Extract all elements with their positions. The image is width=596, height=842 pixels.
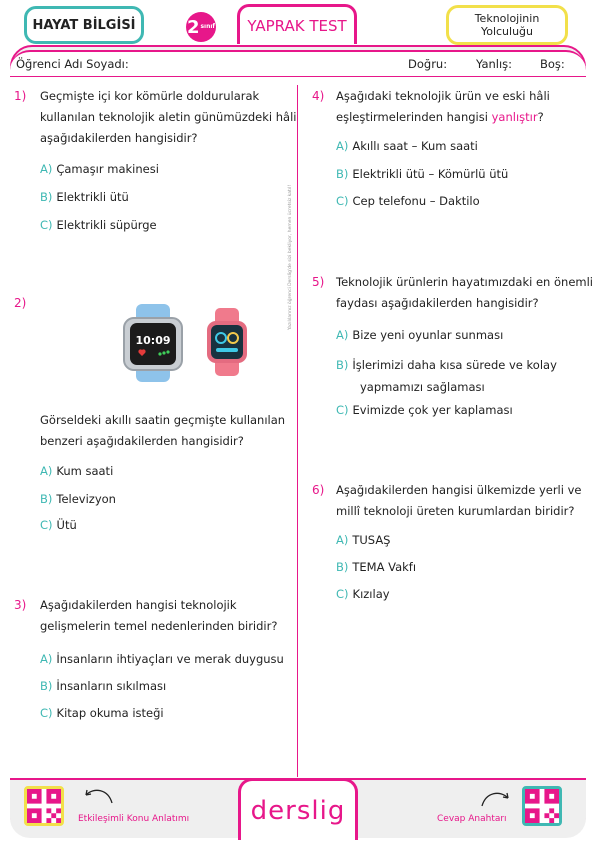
test-type-label: YAPRAK TEST xyxy=(237,4,357,44)
grade-badge xyxy=(186,12,216,42)
question-1-text: Geçmişte içi kor kömürle doldurularak kullanılan teknolojik aletin günümüzdeki hâli aşağıdakilerden hangisidir? xyxy=(40,89,297,145)
question-5-option-a[interactable]: A) Bize yeni oyunlar sunması xyxy=(336,328,504,342)
topic-line-1: Teknolojinin xyxy=(474,12,540,25)
smartwatch-pink-image xyxy=(204,308,250,376)
question-2-text: Görseldeki akıllı saatin geçmişte kullanılan benzeri aşağıdakilerden hangisidir? xyxy=(40,413,286,448)
arrow-left-icon xyxy=(80,785,116,807)
question-5-text: Teknolojik ürünlerin hayatımızdaki en önemli faydası aşağıdakilerden hangisidir? xyxy=(336,275,593,310)
grade-suffix: sınıf xyxy=(200,23,216,30)
question-4-text: Aşağıdaki teknolojik ürün ve eski hâli eşleştirmelerinden hangisi yanlıştır? xyxy=(336,89,550,124)
question-3-text: Aşağıdakilerden hangisi teknolojik gelişmelerin temel nedenlerinden biridir? xyxy=(40,598,278,633)
question-6-option-a[interactable]: A) TUSAŞ xyxy=(336,533,391,547)
topic-line-2: Yolculuğu xyxy=(480,25,534,38)
side-note: Yazılılarınız öğrenci Derslig'de sizi bekliyor, hemen ücretsiz katıl! xyxy=(288,184,293,330)
subject-label: HAYAT BİLGİSİ xyxy=(24,6,144,44)
question-5-option-b[interactable]: B) İşlerimizi daha kısa sürede ve kolay yapmamızı sağlaması xyxy=(336,358,557,394)
question-2-option-c[interactable]: C) Ütü xyxy=(40,518,77,532)
correct-count-label: Doğru: xyxy=(408,57,448,71)
question-4-option-c[interactable]: C) Cep telefonu – Daktilo xyxy=(336,194,480,208)
question-4-emphasis: yanlıştır xyxy=(491,110,538,124)
blank-count-label: Boş: xyxy=(540,57,565,71)
qr-code-left[interactable] xyxy=(24,786,64,826)
grade-number: 2 xyxy=(186,16,200,38)
question-2-number: 2) xyxy=(14,296,27,310)
derslig-logo: derslig xyxy=(238,778,358,840)
question-6-option-c[interactable]: C) Kızılay xyxy=(336,587,390,601)
question-5-number: 5) xyxy=(312,275,325,289)
question-3-number: 3) xyxy=(14,598,27,612)
student-name-label: Öğrenci Adı Soyadı: xyxy=(16,57,129,71)
topic-label xyxy=(446,5,568,45)
question-1-option-c[interactable]: C) Elektrikli süpürge xyxy=(40,218,157,232)
answer-key-link[interactable]: Cevap Anahtarı xyxy=(437,814,507,824)
question-1-option-b[interactable]: B) Elektrikli ütü xyxy=(40,190,129,204)
watch-time: 10:09 xyxy=(135,334,171,347)
smartwatch-blue-image xyxy=(122,304,192,382)
question-4-option-a[interactable]: A) Akıllı saat – Kum saati xyxy=(336,139,478,153)
question-1-number: 1) xyxy=(14,89,27,103)
question-1-option-a[interactable]: A) Çamaşır makinesi xyxy=(40,162,159,176)
qr-code-right[interactable] xyxy=(522,786,562,826)
question-3-option-a[interactable]: A) İnsanların ihtiyaçları ve merak duygusu xyxy=(40,652,284,666)
column-divider xyxy=(297,85,298,777)
interactive-lesson-link[interactable]: Etkileşimli Konu Anlatımı xyxy=(78,814,190,824)
question-3-option-b[interactable]: B) İnsanların sıkılması xyxy=(40,679,167,693)
question-3-option-c[interactable]: C) Kitap okuma isteği xyxy=(40,706,164,720)
question-2-option-a[interactable]: A) Kum saati xyxy=(40,464,114,478)
arrow-right-icon xyxy=(478,788,514,810)
question-5-option-c[interactable]: C) Evimizde çok yer kaplaması xyxy=(336,403,513,417)
question-6-option-b[interactable]: B) TEMA Vakfı xyxy=(336,560,417,574)
question-2-option-b[interactable]: B) Televizyon xyxy=(40,492,116,506)
question-4-option-b[interactable]: B) Elektrikli ütü – Kömürlü ütü xyxy=(336,167,509,181)
question-6-number: 6) xyxy=(312,483,325,497)
wrong-count-label: Yanlış: xyxy=(476,57,513,71)
question-4-number: 4) xyxy=(312,89,325,103)
question-6-text: Aşağıdakilerden hangisi ülkemizde yerli ve millî teknoloji üreten kurumlardan biridir? xyxy=(336,483,582,518)
